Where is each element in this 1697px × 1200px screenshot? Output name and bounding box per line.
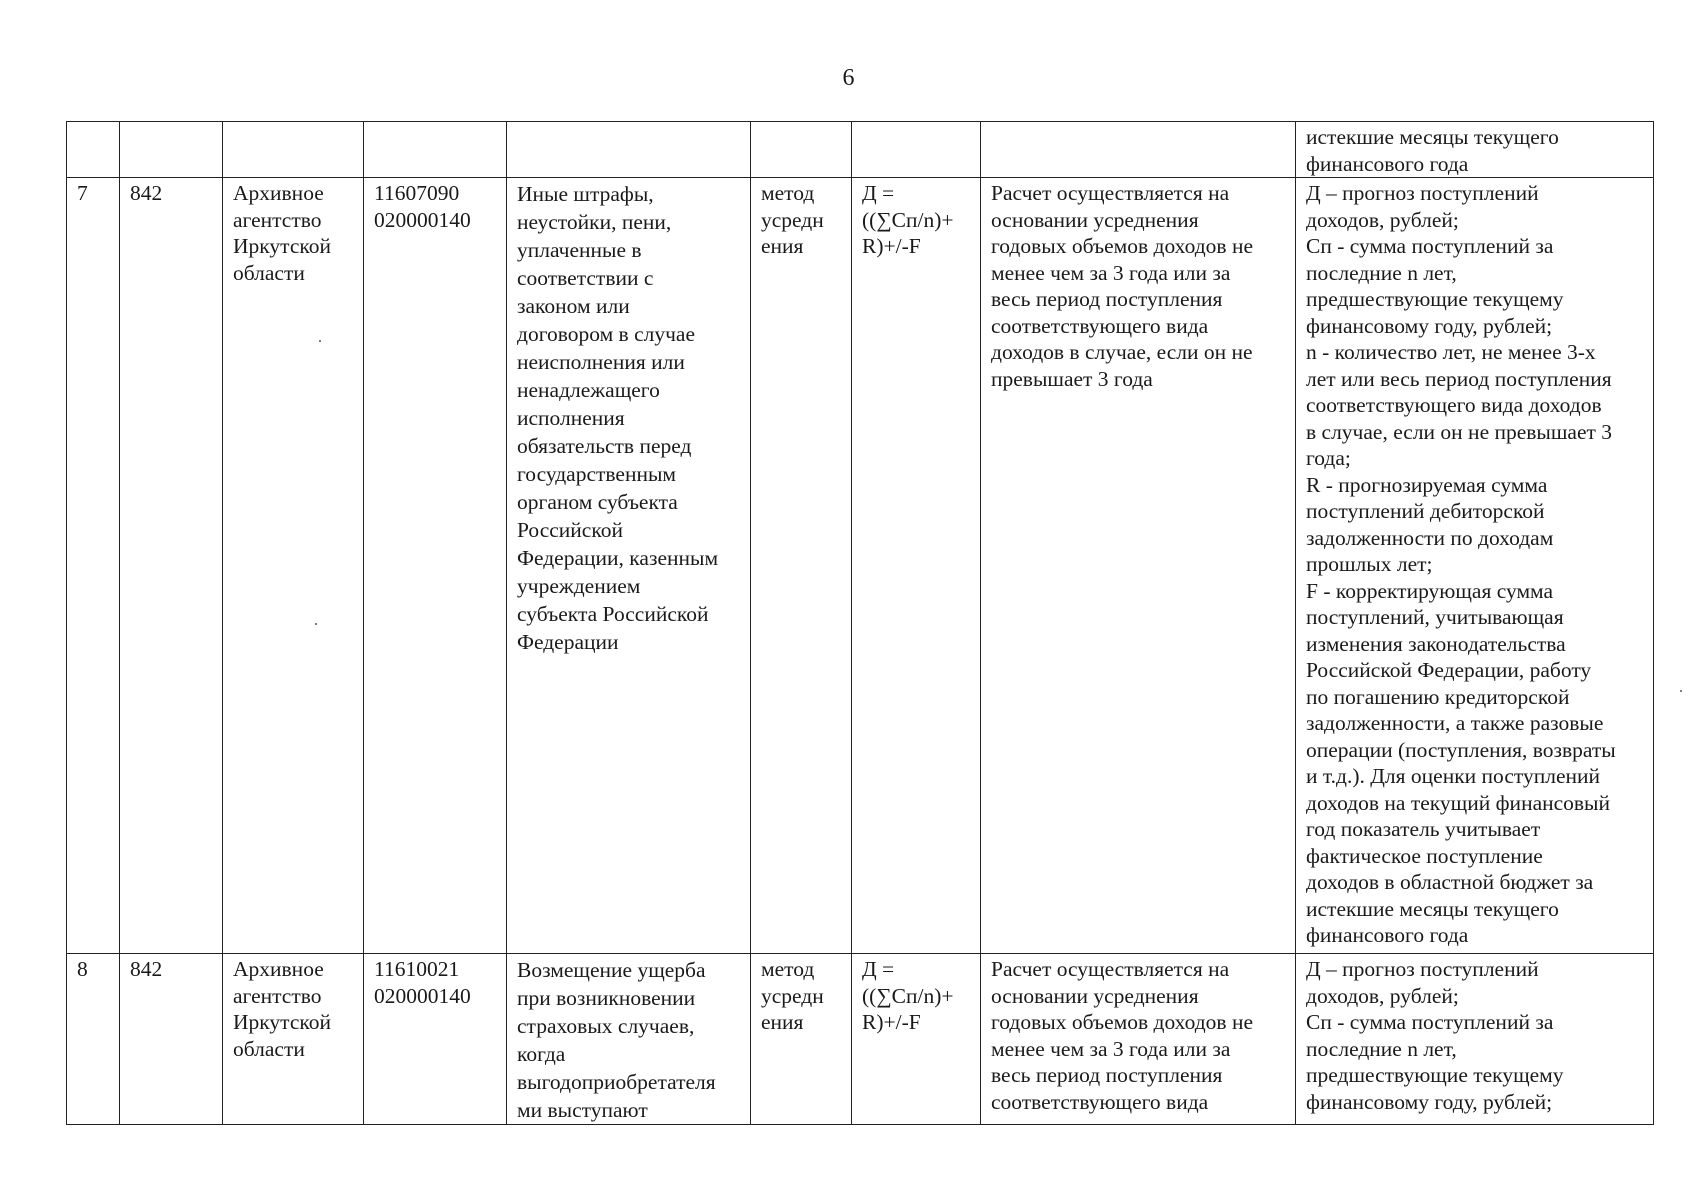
continuation-row bbox=[67, 122, 1654, 178]
table-cell bbox=[223, 122, 364, 178]
agency-cell: Архивное агентство Иркутской области bbox=[223, 178, 364, 954]
table-cell bbox=[364, 122, 507, 178]
scan-speck bbox=[1680, 690, 1682, 692]
legend-cell: Д – прогноз поступлений доходов, рублей; Сп - сумма поступлений за последние n лет, предшествующие текущему финансовому году, рублей; n - количество лет, не менее 3-х лет или весь период поступления соответствующего вида доходов в случае, если он не превышает 3 года; R - прогнозируемая сумма поступлений дебиторской задолженности по доходам прошлых лет; F - корректирующая сумма поступлений, учитывающая изменения законодательства Российской Федерации, работу по погашению кредиторской задолженности, а также разовые операции (поступления, возвраты и т.д.). Для оценки поступлений доходов на текущий финансовый год показатель учитывает фактическое поступление доходов в областной бюджет за истекшие месяцы текущего финансового года bbox=[1296, 178, 1654, 954]
table-cell bbox=[852, 122, 981, 178]
table-row bbox=[67, 178, 1654, 954]
scan-speck bbox=[319, 340, 321, 342]
table-cell bbox=[981, 122, 1296, 178]
kbk-code-cell: 11607090 020000140 bbox=[364, 178, 507, 954]
kbk-code-cell: 11610021 020000140 bbox=[364, 954, 507, 1125]
method-cell: метод усредн ения bbox=[751, 178, 852, 954]
calculation-cell: Расчет осуществляется на основании усреднения годовых объемов доходов не менее чем за 3 года или за весь период поступления соответствующего вида доходов в случае, если он не превышает 3 года bbox=[981, 178, 1296, 954]
formula-cell: Д = ((∑Сп/n)+ R)+/-F bbox=[852, 954, 981, 1125]
admin-code-cell: 842 bbox=[120, 178, 223, 954]
legend-cell: истекшие месяцы текущего финансового года bbox=[1296, 122, 1654, 178]
admin-code-cell: 842 bbox=[120, 954, 223, 1125]
table-cell bbox=[751, 122, 852, 178]
table-cell bbox=[507, 122, 751, 178]
revenue-description-cell: Иные штрафы, неустойки, пени, уплаченные в соответствии с законом или договором в случае неисполнения или ненадлежащего исполнения обязательств перед государственным органом субъекта Российской Федерации, казенным учреждением субъекта Российской Федерации bbox=[507, 178, 751, 954]
agency-cell: Архивное агентство Иркутской области bbox=[223, 954, 364, 1125]
scan-speck bbox=[315, 623, 317, 625]
calculation-cell: Расчет осуществляется на основании усреднения годовых объемов доходов не менее чем за 3 года или за весь период поступления соответствующего вида bbox=[981, 954, 1296, 1125]
method-cell: метод усредн ения bbox=[751, 954, 852, 1125]
row-number-cell: 7 bbox=[67, 178, 120, 954]
formula-cell: Д = ((∑Сп/n)+ R)+/-F bbox=[852, 178, 981, 954]
table-cell bbox=[67, 122, 120, 178]
revenue-forecast-table bbox=[66, 121, 1654, 1125]
table-cell bbox=[120, 122, 223, 178]
table-row bbox=[67, 954, 1654, 1125]
row-number-cell: 8 bbox=[67, 954, 120, 1125]
page-number: 6 bbox=[842, 65, 855, 91]
revenue-description-cell: Возмещение ущерба при возникновении страховых случаев, когда выгодоприобретателя ми выступают bbox=[507, 954, 751, 1125]
legend-cell: Д – прогноз поступлений доходов, рублей; Сп - сумма поступлений за последние n лет, предшествующие текущему финансовому году, рублей; bbox=[1296, 954, 1654, 1125]
